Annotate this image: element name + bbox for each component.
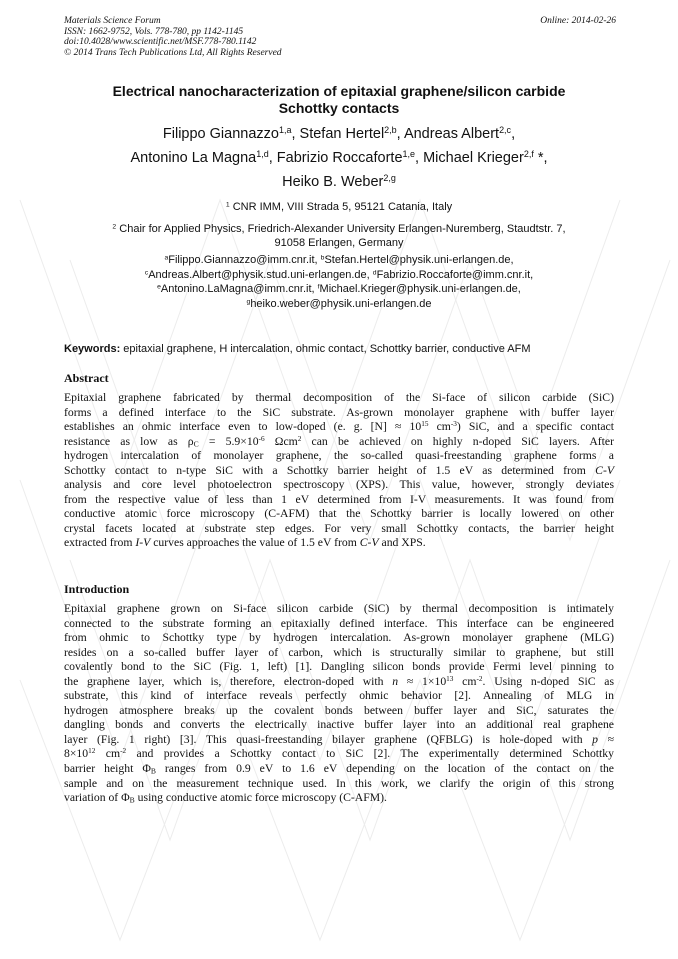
intro-line: sample and on the measurement technique used. In this work, we clarify the origin of this strong bbox=[64, 776, 614, 790]
email-list bbox=[64, 253, 614, 311]
abstract-line: Schottky contact to n-type SiC with a Schottky barrier height of 1.5 eV as determined from C-V bbox=[64, 463, 614, 477]
author-name: Stefan Hertel bbox=[299, 126, 385, 142]
author-affil-mark: 2,g bbox=[383, 173, 396, 184]
author-list bbox=[64, 122, 614, 194]
abstract-line: crystal facets located at substrate step edges. For very small Schottky contacts, the barrier height bbox=[64, 521, 614, 535]
corresponding-star: * bbox=[533, 150, 544, 166]
journal-name: Materials Science Forum bbox=[64, 16, 161, 26]
copyright-line: © 2014 Trans Tech Publications Ltd, All Rights Reserved bbox=[64, 47, 282, 58]
intro-line: connected to the substrate forming an epitaxially defined interface. This interface can be engineered bbox=[64, 616, 614, 630]
author-name: Filippo Giannazzo bbox=[162, 126, 279, 142]
email-address[interactable]: Filippo.Giannazzo@imm.cnr.it, bbox=[168, 254, 318, 266]
abstract-line: hydrogen intercalation of monolayer graphene, the so-called quasi-freestanding graphene forms a bbox=[64, 449, 614, 463]
journal-header bbox=[64, 16, 282, 58]
intro-line: the graphene layer, which is, therefore, electron-doped with $n \approx 1\times 10^{13}$ $cm^{-2}$. Using n-doped SiC as bbox=[64, 674, 614, 688]
introduction-heading: Introduction bbox=[64, 582, 130, 596]
affil-number: 2 bbox=[112, 223, 117, 231]
intro-line: substrate, this kind of interface reveals perfectly ohmic behavior [2]. Annealing of MLG in bbox=[64, 689, 614, 703]
paper-title bbox=[64, 83, 614, 117]
affiliation-2 bbox=[64, 222, 614, 250]
author-affil-mark: 2,c bbox=[499, 125, 512, 136]
email-mark: f bbox=[317, 283, 320, 291]
email-address[interactable]: Michael.Krieger@physik.uni-erlangen.de, bbox=[319, 283, 521, 296]
email-mark: d bbox=[372, 268, 377, 276]
abstract-line: from the respective value of less than 1 eV determined from I-V measurements. It was found from bbox=[64, 492, 614, 506]
intro-line: covalently bond to the SiC (Fig. 1, left) [1]. Dangling silicon bonds provide Fermi level pinning to bbox=[64, 660, 614, 674]
email-mark: c bbox=[144, 268, 149, 276]
intro-line: dangling bonds and converts the electrically inactive buffer layer into an additional real graphene bbox=[64, 718, 614, 732]
author-name: Andreas Albert bbox=[403, 126, 500, 142]
author-affil-mark: 1,d bbox=[256, 149, 269, 160]
affil-number: 1 bbox=[225, 201, 230, 209]
email-mark: b bbox=[320, 254, 325, 262]
intro-line: Epitaxial graphene grown on Si-face silicon carbide (SiC) by thermal decomposition is intimately bbox=[64, 602, 614, 615]
author-name: Heiko B. Weber bbox=[282, 174, 384, 190]
email-address[interactable]: heiko.weber@physik.uni-erlangen.de bbox=[250, 297, 432, 310]
author-affil-mark: 2,b bbox=[384, 125, 397, 136]
online-date: Online: 2014-02-26 bbox=[540, 16, 616, 26]
doi-line: doi:10.4028/www.scientific.net/MSF.778-780.1142 bbox=[64, 37, 257, 48]
intro-line: barrier height $\Phi_B$ ranges from 0.9 eV to 1.6 eV depending on the location of the contact on the bbox=[64, 762, 614, 776]
author-line-1 bbox=[64, 122, 614, 146]
author-line-3 bbox=[64, 170, 614, 194]
title-line-2: Schottky contacts bbox=[278, 100, 400, 116]
author-separator: , bbox=[396, 126, 401, 142]
author-separator: , bbox=[268, 150, 273, 166]
email-address[interactable]: Fabrizio.Roccaforte@imm.cnr.it, bbox=[376, 268, 534, 281]
email-line-4 bbox=[64, 297, 614, 312]
author-separator: , bbox=[543, 150, 548, 166]
email-address[interactable]: Stefan.Hertel@physik.uni-erlangen.de, bbox=[324, 254, 514, 266]
intro-line: $8\times 10^{12}$ $cm^{-2}$ and provides a Schottky contact to SiC [2]. The experimentally determined Schottky bbox=[64, 747, 614, 761]
intro-line: hydrogen atmosphere breaks up the covalent bonds between buffer layer and SiC, saturates the bbox=[64, 703, 614, 717]
email-address[interactable]: Andreas.Albert@physik.stud.uni-erlangen.de, bbox=[148, 268, 370, 281]
abstract-line: resistance as low as $\rho_C = 5.9\times 10^{-6}$ Ωcm$^2$ can be achieved on highly n-doped SiC layers. After bbox=[64, 434, 614, 449]
author-name: Fabrizio Roccaforte bbox=[276, 150, 403, 166]
author-affil-mark: 1,a bbox=[278, 125, 292, 136]
abstract-line: forms a defined interface to the SiC substrate. As-grown monolayer graphene with buffer layer bbox=[64, 405, 614, 419]
email-mark: e bbox=[157, 283, 161, 291]
title-line-1: Electrical nanocharacterization of epitaxial graphene/silicon carbide bbox=[112, 83, 566, 99]
author-affil-mark: 1,e bbox=[402, 149, 416, 160]
email-line-1 bbox=[64, 253, 614, 268]
intro-line: layer (Fig. 1 right) [3]. This quasi-freestanding bilayer graphene (QFBLG) is hole-doped with p ≈ bbox=[64, 732, 614, 746]
intro-line: resides on a so-called buffer layer of carbon, which is structurally similar to graphene, but still bbox=[64, 645, 614, 659]
author-affil-mark: 2,f bbox=[523, 149, 534, 160]
introduction-body bbox=[64, 602, 614, 806]
affil-text: CNR IMM, VIII Strada 5, 95121 Catania, Italy bbox=[232, 201, 453, 213]
email-line-2 bbox=[64, 268, 614, 283]
affil-text: 91058 Erlangen, Germany bbox=[274, 237, 404, 249]
abstract-line: extracted from I-V curves approaches the value of 1.5 eV from C-V and XPS. bbox=[64, 536, 426, 550]
affiliation-1 bbox=[64, 200, 614, 214]
author-line-2 bbox=[64, 146, 614, 170]
intro-line: from ohmic to Schottky type by hydrogen intercalation. As-grown monolayer graphene (MLG) bbox=[64, 631, 614, 645]
keywords-label: Keywords: bbox=[64, 343, 121, 355]
abstract-body bbox=[64, 391, 614, 551]
email-mark: a bbox=[164, 254, 169, 262]
author-name: Antonino La Magna bbox=[130, 150, 257, 166]
email-address[interactable]: Antonino.LaMagna@imm.cnr.it, bbox=[160, 283, 315, 296]
intro-line: variation of $\Phi_B$ using conductive atomic force microscopy (C-AFM). bbox=[64, 791, 387, 805]
keywords-text: epitaxial graphene, H intercalation, ohmic contact, Schottky barrier, conductive AFM bbox=[120, 343, 531, 355]
abstract-heading: Abstract bbox=[64, 371, 109, 385]
abstract-line: establishes an ohmic interface even to low-doped (e. g. $[N] \approx 10^{15}$ $cm^{-3}$) SiC, and a specific contact bbox=[64, 420, 614, 434]
affil-text: Chair for Applied Physics, Friedrich-Alexander University Erlangen-Nuremberg, Staudtstr. 7, bbox=[119, 223, 566, 235]
abstract-line: conductive atomic force microscopy (C-AFM) that the Schottky barrier is locally lowered on other bbox=[64, 507, 614, 521]
author-separator: , bbox=[511, 126, 516, 142]
keywords-line bbox=[64, 342, 620, 356]
issn-line: ISSN: 1662-9752, Vols. 778-780, pp 1142-1145 bbox=[64, 26, 244, 37]
email-line-3 bbox=[64, 282, 614, 297]
abstract-line: analysis and core level photoelectron spectroscopy (XPS). This value, however, strongly deviates bbox=[64, 478, 614, 492]
author-separator: , bbox=[291, 126, 296, 142]
email-mark: g bbox=[246, 298, 251, 306]
author-separator: , bbox=[415, 150, 420, 166]
author-name: Michael Krieger bbox=[423, 150, 524, 166]
abstract-line: Epitaxial graphene fabricated by thermal decomposition of the Si-face of silicon carbide (SiC) bbox=[64, 391, 614, 404]
